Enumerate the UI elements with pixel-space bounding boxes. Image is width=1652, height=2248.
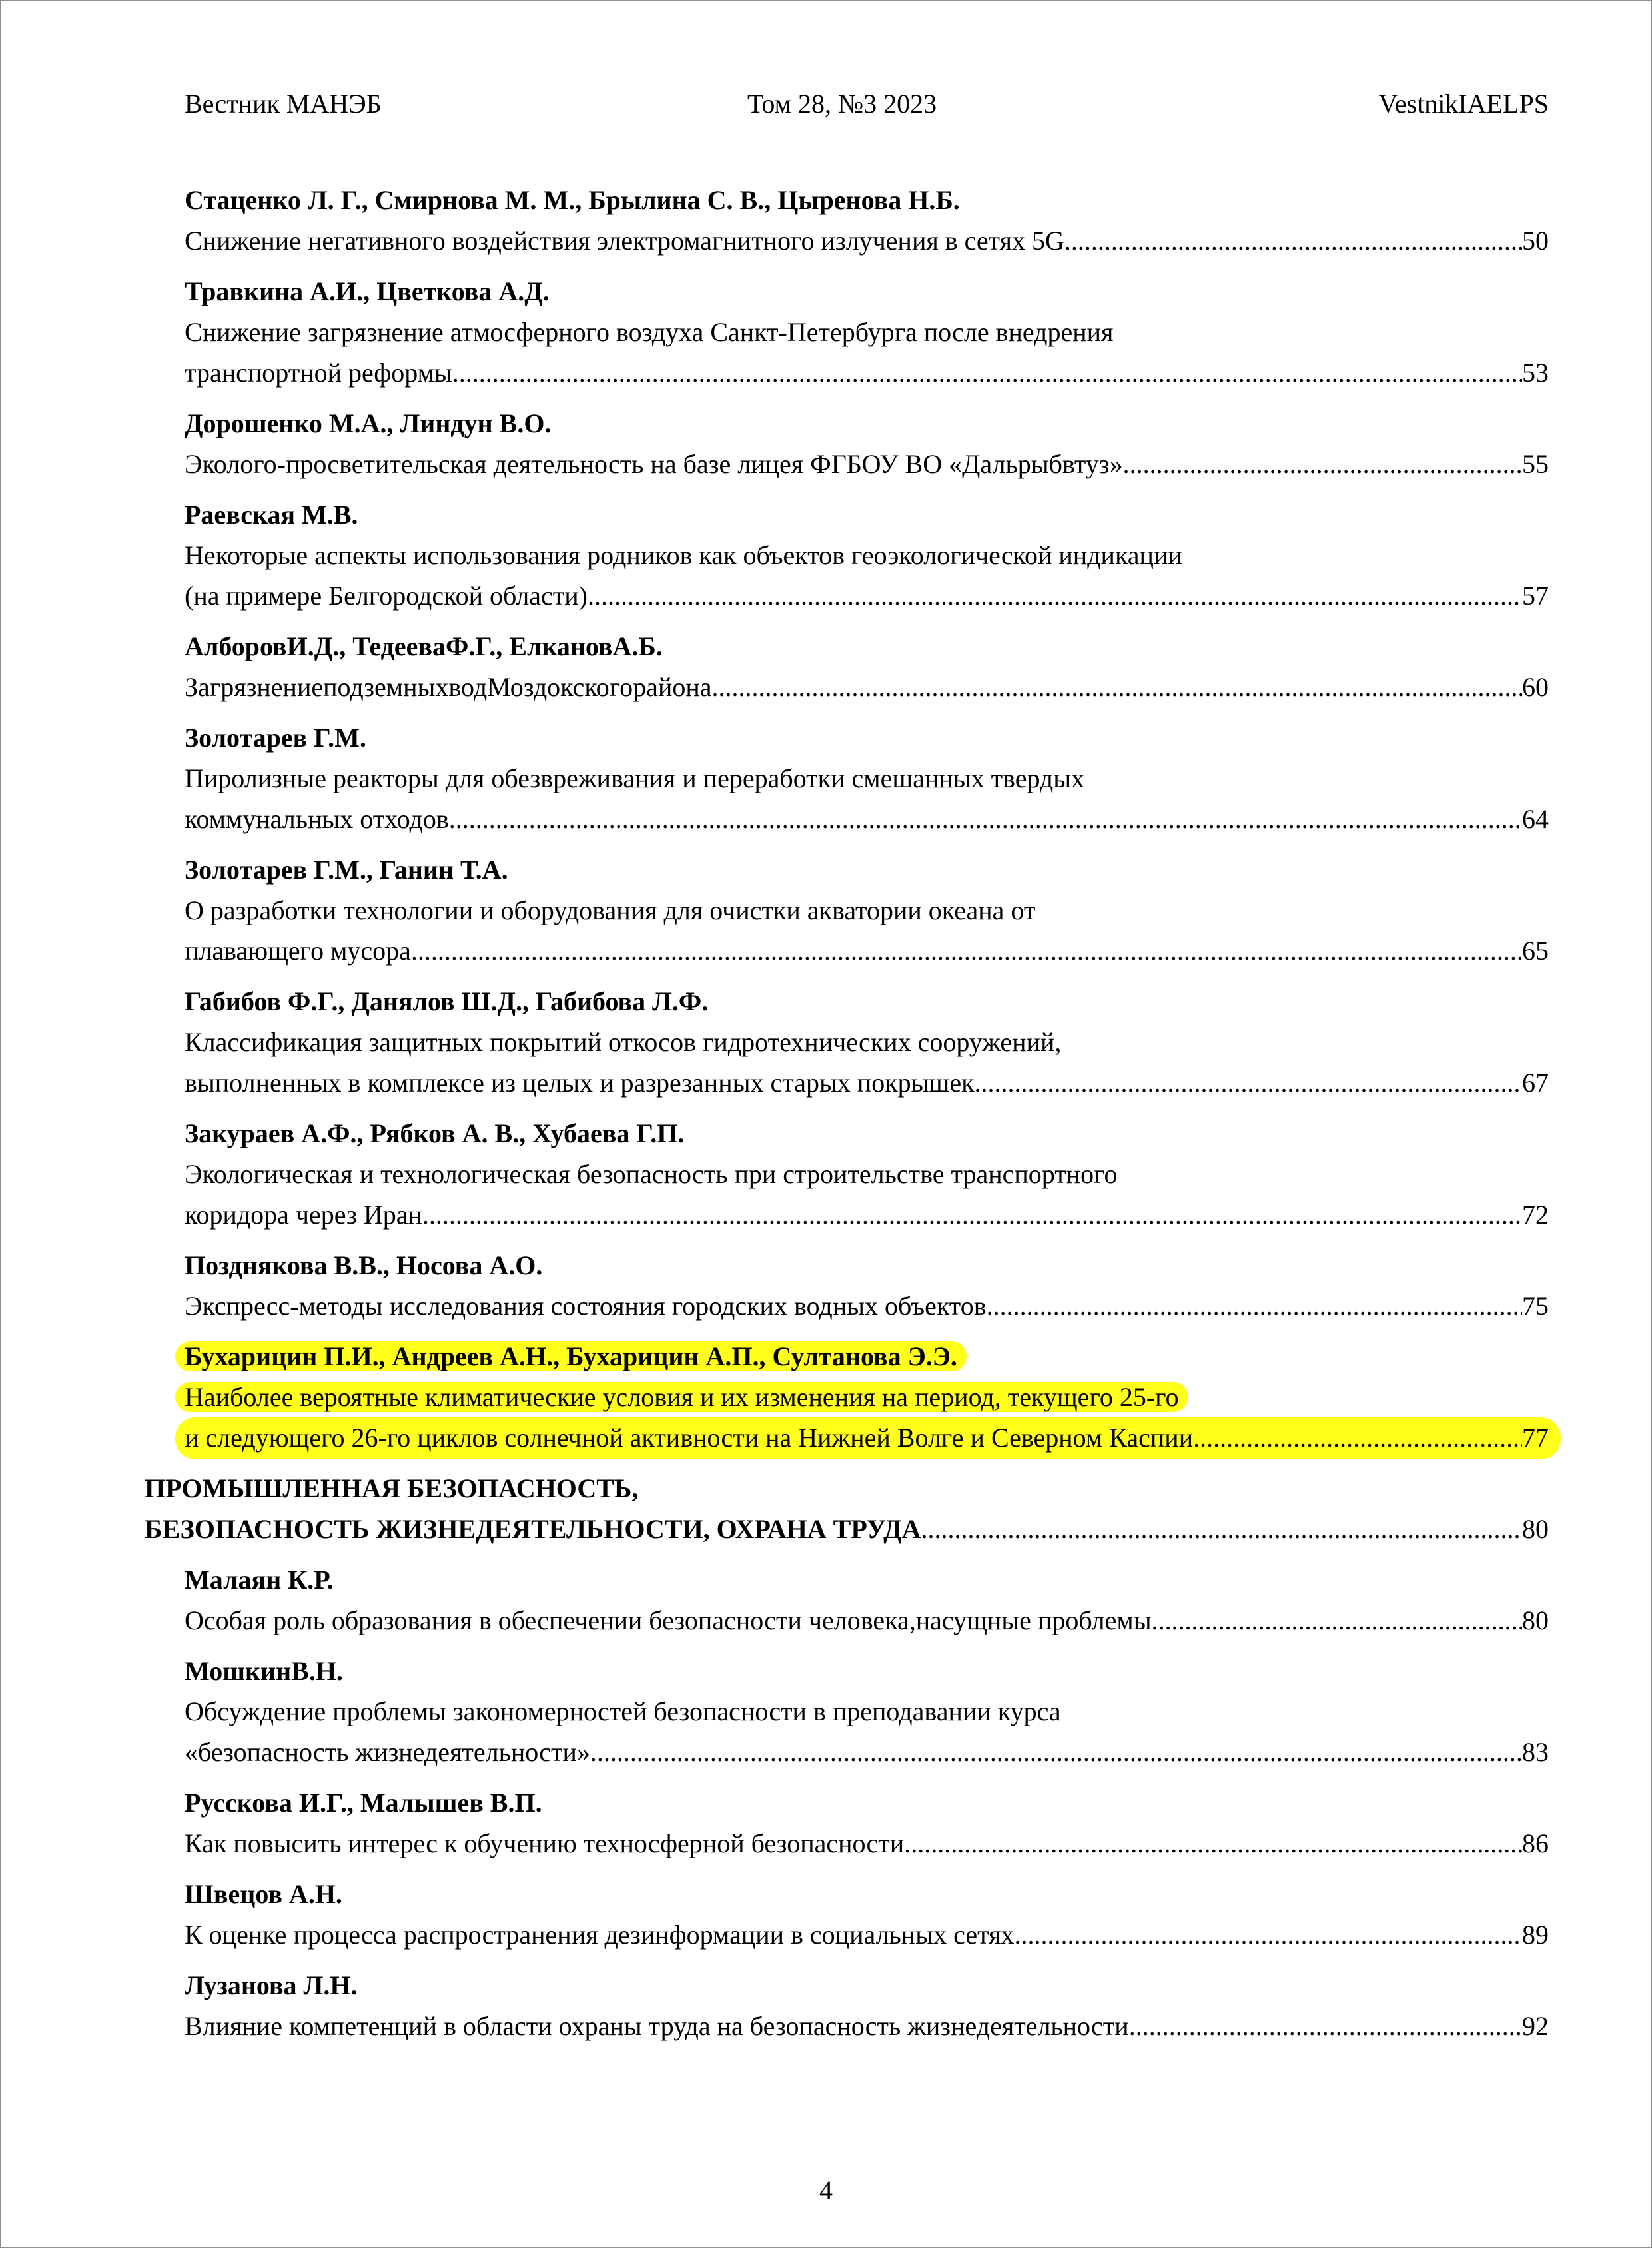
entry-title-last-line: «безопасность жизнедеятельности» <box>185 1737 590 1767</box>
entry-last-line-leader <box>185 799 1549 839</box>
page-number: 4 <box>819 2175 833 2205</box>
toc-entry[interactable] <box>185 494 1549 616</box>
entry-title-line: Пиролизные реакторы для обезвреживания и переработки смешанных твердых <box>185 763 1085 793</box>
entry-page-number: 67 <box>1522 1068 1549 1098</box>
dot-leader <box>921 1509 1522 1549</box>
toc-entry[interactable] <box>185 1113 1549 1235</box>
entry-title-last-line: Снижение негативного воздействия электромагнитного излучения в сетях 5G <box>185 226 1064 256</box>
table-of-contents <box>0 180 1652 2056</box>
entry-last-line-leader <box>185 444 1549 484</box>
dot-leader <box>1064 220 1522 261</box>
toc-group-ecology <box>0 180 1652 1458</box>
entry-authors: Позднякова В.В., Носова А.О. <box>185 1250 543 1280</box>
entry-page-number: 72 <box>1522 1200 1549 1230</box>
dot-leader <box>1129 2006 1522 2046</box>
dot-leader <box>1123 444 1522 484</box>
entry-last-line-leader <box>185 1194 1549 1235</box>
entry-title-last-line: коридора через Иран <box>185 1200 422 1230</box>
entry-page-number: 64 <box>1522 804 1549 834</box>
entry-last-line-leader <box>185 2006 1549 2046</box>
entry-title-last-line: (на примере Белгородской области) <box>185 581 588 611</box>
entry-page-number: 86 <box>1522 1828 1549 1858</box>
entry-authors: Травкина А.И., Цветкова А.Д. <box>185 276 550 306</box>
entry-title-last-line: ЗагрязнениеподземныхводМоздокскогорайона <box>185 672 712 702</box>
toc-entry[interactable] <box>185 1651 1549 1772</box>
entry-last-line-leader <box>185 1823 1549 1864</box>
toc-entry[interactable] <box>185 1782 1549 1864</box>
entry-title-last-line: плавающего мусора <box>185 936 411 966</box>
dot-leader <box>449 799 1522 839</box>
toc-entry[interactable] <box>185 1336 1549 1458</box>
section-heading[interactable] <box>145 1468 1549 1549</box>
entry-page-number: 83 <box>1522 1737 1549 1767</box>
entry-authors: Габибов Ф.Г., Данялов Ш.Д., Габибова Л.Ф. <box>185 986 709 1016</box>
entry-last-line-leader <box>185 1600 1549 1641</box>
entry-page-number: 55 <box>1522 449 1549 479</box>
entry-page-number: 53 <box>1522 358 1549 388</box>
dot-leader <box>411 931 1522 971</box>
entry-last-line-leader <box>185 1062 1549 1103</box>
dot-leader <box>590 1732 1522 1772</box>
dot-leader <box>904 1823 1522 1864</box>
toc-entry[interactable] <box>185 626 1549 707</box>
entry-authors: Стаценко Л. Г., Смирнова М. М., Брылина С. В., Цыренова Н.Б. <box>185 185 960 215</box>
volume-issue: Том 28, №3 2023 <box>747 89 937 119</box>
entry-last-line-leader <box>185 1914 1549 1955</box>
entry-authors: Швецов А.Н. <box>185 1879 342 1909</box>
toc-entry[interactable] <box>185 271 1549 393</box>
toc-entry[interactable] <box>185 180 1549 261</box>
entry-authors <box>185 1336 1549 1377</box>
entry-page-number: 75 <box>1522 1291 1549 1321</box>
entry-title-line: Снижение загрязнение атмосферного воздуха Санкт-Петербурга после внедрения <box>185 317 1114 347</box>
entry-title-last-line: Влияние компетенций в области охраны труда на безопасность жизнедеятельности <box>185 2011 1129 2041</box>
toc-entry[interactable] <box>185 1874 1549 1955</box>
entry-last-line-leader <box>185 220 1549 261</box>
dot-leader <box>588 575 1522 616</box>
entry-authors: Золотарев Г.М., Ганин Т.А. <box>185 855 508 885</box>
entry-title-last-line: и следующего 26-го циклов солнечной активности на Нижней Волге и Северном Каспии <box>185 1423 1194 1453</box>
entry-title-line <box>185 1377 1549 1417</box>
entry-authors: Лузанова Л.Н. <box>185 1970 358 2000</box>
section-title-line-2-leader <box>145 1509 1549 1549</box>
entry-title-line: О разработки технологии и оборудования для очистки акватории океана от <box>185 895 1036 925</box>
entry-authors: АлборовИ.Д., ТедееваФ.Г., ЕлкановА.Б. <box>185 631 663 661</box>
entry-title-last-line: К оценке процесса распространения дезинформации в социальных сетях <box>185 1920 1015 1950</box>
entry-last-line-leader <box>185 667 1549 707</box>
entry-last-line-leader <box>185 575 1549 616</box>
entry-title-line: Обсуждение проблемы закономерностей безопасности в преподавании курса <box>185 1696 1061 1726</box>
toc-group-safety <box>0 1559 1652 2046</box>
entry-authors: Закураев А.Ф., Рябков А. В., Хубаева Г.П. <box>185 1118 685 1148</box>
journal-latin-title: VestnikIAELPS <box>1378 89 1549 119</box>
section-title-line-2: БЕЗОПАСНОСТЬ ЖИЗНЕДЕЯТЕЛЬНОСТИ, ОХРАНА ТРУДА <box>145 1514 921 1544</box>
dot-leader <box>422 1194 1522 1235</box>
entry-title-last-line: Как повысить интерес к обучению техносферной безопасности <box>185 1828 905 1858</box>
running-header <box>185 88 1549 128</box>
entry-last-line-leader <box>185 1417 1549 1458</box>
dot-leader <box>975 1062 1522 1103</box>
journal-title: Вестник МАНЭБ <box>185 89 382 119</box>
entry-title-last-line: коммунальных отходов <box>185 804 449 834</box>
dot-leader <box>452 352 1522 393</box>
entry-title-last-line: транспортной реформы <box>185 358 452 388</box>
entry-page-number: 57 <box>1522 581 1549 611</box>
entry-page-number: 80 <box>1522 1605 1549 1635</box>
dot-leader <box>1152 1600 1522 1641</box>
dot-leader <box>712 667 1522 707</box>
highlighted-authors: Бухарицин П.И., Андреев А.Н., Бухарицин А.П., Султанова Э.Э. <box>175 1341 967 1371</box>
entry-page-number: 65 <box>1522 936 1549 966</box>
section-page-number: 80 <box>1522 1514 1549 1544</box>
entry-last-line-leader <box>185 1732 1549 1772</box>
highlighted-title-line: Наиболее вероятные климатические условия и их изменения на период, текущего 25-го <box>175 1382 1188 1412</box>
entry-title-line: Некоторые аспекты использования родников как объектов геоэкологической индикации <box>185 540 1182 570</box>
entry-title-last-line: Эколого-просветительская деятельность на базе лицея ФГБОУ ВО «Дальрыбвтуз» <box>185 449 1123 479</box>
toc-entry[interactable] <box>185 1245 1549 1326</box>
entry-title-line: Классификация защитных покрытий откосов гидротехнических сооружений, <box>185 1027 1062 1057</box>
toc-entry[interactable] <box>185 717 1549 839</box>
entry-title-last-line: выполненных в комплексе из целых и разрезанных старых покрышек <box>185 1068 975 1098</box>
entry-authors: Дорошенко М.А., Линдун В.О. <box>185 408 552 438</box>
entry-last-line-leader <box>185 352 1549 393</box>
dot-leader <box>1014 1914 1522 1955</box>
toc-entry[interactable] <box>185 1965 1549 2046</box>
entry-authors: Малаян К.Р. <box>185 1565 334 1595</box>
entry-last-line-leader <box>185 931 1549 971</box>
toc-entry[interactable] <box>185 849 1549 971</box>
entry-title-last-line: Особая роль образования в обеспечении безопасности человека,насущные проблемы <box>185 1605 1152 1635</box>
entry-page-number: 77 <box>1522 1423 1549 1453</box>
toc-entry[interactable] <box>185 1559 1549 1641</box>
entry-last-line-leader <box>185 1286 1549 1326</box>
entry-page-number: 60 <box>1522 672 1549 702</box>
dot-leader <box>987 1286 1522 1326</box>
entry-title-last-line: Экспресс-методы исследования состояния городских водных объектов <box>185 1291 987 1321</box>
toc-entry[interactable] <box>185 981 1549 1103</box>
toc-entry[interactable] <box>185 403 1549 484</box>
entry-authors: МошкинВ.Н. <box>185 1656 343 1686</box>
entry-title-line: Экологическая и технологическая безопасность при строительстве транспортного <box>185 1159 1118 1189</box>
entry-authors: Русскова И.Г., Малышев В.П. <box>185 1788 542 1818</box>
entry-authors: Золотарев Г.М. <box>185 723 366 753</box>
entry-page-number: 50 <box>1522 226 1549 256</box>
entry-page-number: 92 <box>1522 2011 1549 2041</box>
section-title-line-1: ПРОМЫШЛЕННАЯ БЕЗОПАСНОСТЬ, <box>145 1473 639 1503</box>
dot-leader <box>1193 1417 1522 1458</box>
entry-authors: Раевская М.В. <box>185 500 358 530</box>
entry-page-number: 89 <box>1522 1920 1549 1950</box>
